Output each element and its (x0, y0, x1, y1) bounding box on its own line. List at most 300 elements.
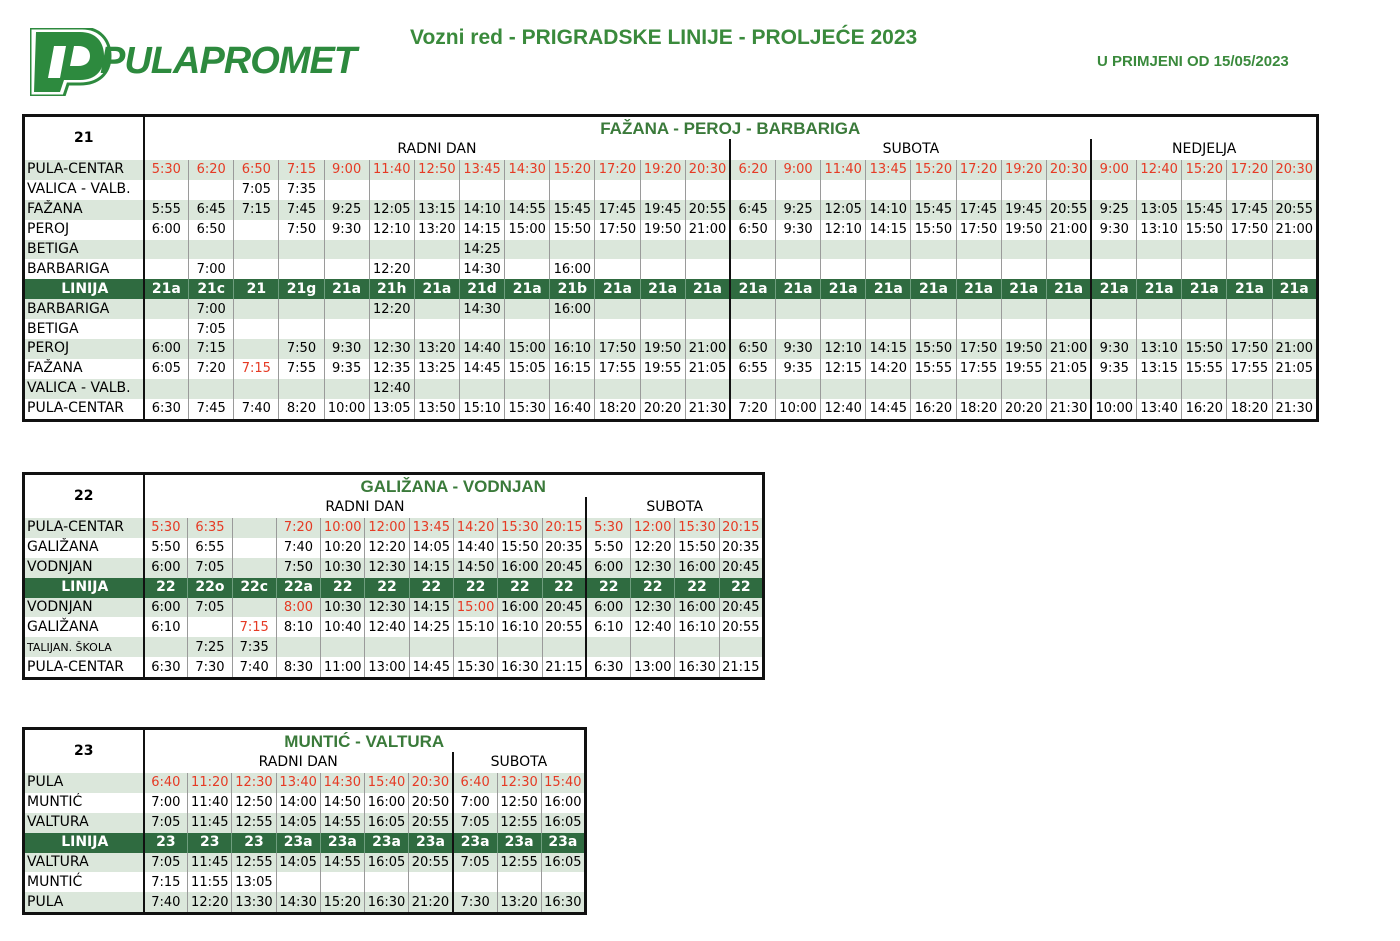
departure-time (189, 180, 234, 200)
stop-name: MUNTIĆ (24, 872, 144, 892)
departure-time (505, 379, 550, 399)
departure-time: 9:25 (775, 200, 820, 220)
departure-time (279, 259, 324, 279)
departure-time: 17:50 (1227, 339, 1272, 359)
departure-time: 15:30 (675, 518, 719, 538)
stop-row (24, 518, 764, 538)
line-variant: 22 (321, 578, 365, 598)
departure-time (505, 299, 550, 319)
departure-time: 15:30 (453, 657, 497, 678)
departure-time: 20:45 (542, 598, 586, 618)
departure-time: 9:30 (324, 339, 369, 359)
departure-time: 12:30 (497, 773, 541, 793)
departure-time: 12:20 (188, 892, 232, 913)
departure-time: 7:45 (279, 200, 324, 220)
departure-time: 6:00 (586, 598, 630, 618)
departure-time: 12:30 (631, 558, 675, 578)
departure-time (320, 872, 364, 892)
line-variant: 21a (1137, 279, 1182, 299)
departure-time: 18:20 (1227, 399, 1272, 420)
departure-time: 7:15 (234, 200, 279, 220)
departure-time (821, 299, 866, 319)
departure-time: 20:55 (409, 813, 453, 833)
departure-time: 19:20 (1001, 160, 1046, 180)
departure-time (640, 240, 685, 260)
stop-name: PULA-CENTAR (24, 518, 144, 538)
departure-time (144, 180, 189, 200)
departure-time: 16:10 (498, 617, 542, 637)
departure-time: 7:40 (232, 657, 276, 678)
departure-time: 6:20 (189, 160, 234, 180)
departure-time (866, 379, 911, 399)
departure-time: 9:00 (775, 160, 820, 180)
line-variant: 22 (365, 578, 409, 598)
departure-time: 7:15 (234, 359, 279, 379)
departure-time: 20:45 (542, 558, 586, 578)
departure-time: 15:20 (320, 892, 364, 913)
departure-time (234, 319, 279, 339)
departure-time (1001, 299, 1046, 319)
departure-time (1227, 319, 1272, 339)
departure-time: 14:15 (409, 598, 453, 618)
departure-time: 20:20 (1001, 399, 1046, 420)
departure-time: 20:55 (409, 853, 453, 873)
departure-time: 7:50 (279, 339, 324, 359)
departure-time: 7:25 (188, 637, 232, 657)
departure-time: 7:40 (276, 538, 320, 558)
departure-time: 17:45 (956, 200, 1001, 220)
line-label: LINIJA (24, 833, 144, 853)
departure-time (911, 379, 956, 399)
stop-name: VALICA - VALB. (24, 180, 144, 200)
stop-row (24, 259, 1318, 279)
stop-row (24, 813, 586, 833)
line-variant: 21a (324, 279, 369, 299)
line-variant: 22 (498, 578, 542, 598)
departure-time (550, 379, 595, 399)
departure-time: 16:05 (541, 813, 585, 833)
departure-time: 21:00 (1046, 339, 1091, 359)
departure-time: 12:40 (365, 617, 409, 637)
departure-time: 12:50 (414, 160, 459, 180)
departure-time (866, 319, 911, 339)
departure-time: 21:05 (1272, 359, 1317, 379)
departure-time: 20:45 (719, 558, 763, 578)
departure-time: 5:30 (144, 160, 189, 180)
departure-time: 8:30 (276, 657, 320, 678)
departure-time: 10:00 (1091, 399, 1136, 420)
departure-time (324, 240, 369, 260)
departure-time: 17:20 (595, 160, 640, 180)
departure-time (911, 319, 956, 339)
departure-time: 16:05 (364, 813, 408, 833)
departure-time (1137, 299, 1182, 319)
departure-time (1272, 299, 1317, 319)
departure-time (730, 259, 775, 279)
departure-time: 12:55 (497, 853, 541, 873)
departure-time: 6:50 (730, 339, 775, 359)
departure-time (1272, 319, 1317, 339)
departure-time: 17:20 (1227, 160, 1272, 180)
departure-time: 7:05 (144, 853, 188, 873)
departure-time (1137, 379, 1182, 399)
departure-time: 7:50 (279, 220, 324, 240)
departure-time (189, 379, 234, 399)
departure-time (324, 299, 369, 319)
departure-time (189, 240, 234, 260)
departure-time: 20:30 (1272, 160, 1317, 180)
departure-time: 20:50 (409, 793, 453, 813)
departure-time: 21:30 (1046, 399, 1091, 420)
departure-time: 5:30 (586, 518, 630, 538)
departure-time: 13:05 (1137, 200, 1182, 220)
departure-time (956, 240, 1001, 260)
departure-time (595, 319, 640, 339)
departure-time: 19:50 (640, 339, 685, 359)
departure-time: 16:30 (541, 892, 585, 913)
departure-time: 9:25 (324, 200, 369, 220)
departure-time: 12:55 (232, 813, 276, 833)
line-variant: 21a (730, 279, 775, 299)
departure-time: 19:50 (1001, 220, 1046, 240)
departure-time: 20:35 (542, 538, 586, 558)
departure-time (866, 299, 911, 319)
departure-time: 16:20 (911, 399, 956, 420)
departure-time: 20:55 (719, 617, 763, 637)
stop-row (24, 892, 586, 913)
stop-row (24, 637, 764, 657)
departure-time: 16:10 (550, 339, 595, 359)
departure-time (956, 319, 1001, 339)
departure-time (453, 637, 497, 657)
departure-time: 20:15 (719, 518, 763, 538)
departure-time: 12:10 (821, 220, 866, 240)
line-variant: 21a (1272, 279, 1317, 299)
departure-time: 13:00 (631, 657, 675, 678)
departure-time (1227, 379, 1272, 399)
departure-time: 14:20 (866, 359, 911, 379)
departure-time: 15:00 (453, 598, 497, 618)
departure-time: 15:10 (453, 617, 497, 637)
departure-time: 14:30 (505, 160, 550, 180)
line-variant: 23a (409, 833, 453, 853)
departure-time: 7:05 (234, 180, 279, 200)
departure-time (1182, 240, 1227, 260)
departure-time: 20:35 (719, 538, 763, 558)
route-title: FAŽANA - PEROJ - BARBARIGA (144, 116, 1318, 140)
departure-time (1272, 379, 1317, 399)
departure-time: 15:55 (911, 359, 956, 379)
departure-time: 11:45 (188, 853, 232, 873)
stop-row (24, 379, 1318, 399)
departure-time: 17:20 (956, 160, 1001, 180)
departure-time: 15:45 (1182, 200, 1227, 220)
departure-time: 14:30 (459, 259, 504, 279)
departure-time (685, 180, 730, 200)
departure-time (640, 180, 685, 200)
day-label: SUBOTA (730, 139, 1091, 160)
departure-time: 15:50 (1182, 220, 1227, 240)
departure-time (730, 299, 775, 319)
departure-time: 15:50 (911, 220, 956, 240)
departure-time (730, 180, 775, 200)
departure-time: 6:00 (144, 220, 189, 240)
departure-time: 5:50 (144, 538, 188, 558)
departure-time (1091, 379, 1136, 399)
departure-time: 18:20 (956, 399, 1001, 420)
departure-time (1091, 259, 1136, 279)
departure-time: 16:00 (498, 598, 542, 618)
stop-name: BARBARIGA (24, 299, 144, 319)
departure-time: 15:55 (1182, 359, 1227, 379)
line-variant-row (24, 833, 586, 853)
departure-time: 15:05 (505, 359, 550, 379)
departure-time: 20:20 (640, 399, 685, 420)
departure-time: 17:55 (956, 359, 1001, 379)
day-label: SUBOTA (453, 752, 586, 773)
departure-time: 12:10 (821, 339, 866, 359)
departure-time: 14:30 (459, 299, 504, 319)
departure-time: 12:30 (232, 773, 276, 793)
line-variant: 23a (320, 833, 364, 853)
departure-time (232, 538, 276, 558)
departure-time (685, 299, 730, 319)
line-variant: 22 (631, 578, 675, 598)
departure-time: 9:00 (1091, 160, 1136, 180)
departure-time: 16:00 (675, 598, 719, 618)
departure-time (498, 637, 542, 657)
line-number-badge: 22 (24, 474, 144, 519)
departure-time: 7:45 (189, 399, 234, 420)
line-variant: 21c (189, 279, 234, 299)
departure-time: 17:55 (595, 359, 640, 379)
departure-time (232, 598, 276, 618)
departure-time: 8:10 (276, 617, 320, 637)
departure-time (595, 379, 640, 399)
departure-time (276, 637, 320, 657)
stop-name: FAŽANA (24, 359, 144, 379)
departure-time (595, 180, 640, 200)
departure-time: 7:15 (189, 339, 234, 359)
departure-time: 12:50 (232, 793, 276, 813)
departure-time: 16:00 (550, 259, 595, 279)
departure-time: 14:50 (320, 793, 364, 813)
departure-time: 9:30 (1091, 339, 1136, 359)
departure-time (1182, 379, 1227, 399)
departure-time: 6:50 (189, 220, 234, 240)
departure-time: 20:30 (685, 160, 730, 180)
departure-time: 12:40 (631, 617, 675, 637)
departure-time (505, 180, 550, 200)
departure-time: 17:50 (1227, 220, 1272, 240)
departure-time (550, 240, 595, 260)
departure-time (409, 637, 453, 657)
departure-time: 20:30 (1046, 160, 1091, 180)
stop-row (24, 598, 764, 618)
departure-time (365, 637, 409, 657)
departure-time (414, 379, 459, 399)
departure-time: 13:30 (232, 892, 276, 913)
stop-row (24, 399, 1318, 420)
departure-time: 12:15 (821, 359, 866, 379)
departure-time: 9:30 (775, 339, 820, 359)
departure-time: 7:05 (189, 319, 234, 339)
departure-time: 14:25 (409, 617, 453, 637)
departure-time: 12:20 (369, 259, 414, 279)
departure-time: 8:00 (276, 598, 320, 618)
departure-time: 9:25 (1091, 200, 1136, 220)
departure-time: 12:30 (365, 598, 409, 618)
departure-time: 13:10 (1137, 220, 1182, 240)
stop-row (24, 359, 1318, 379)
departure-time (324, 319, 369, 339)
departure-time (550, 180, 595, 200)
route-title: GALIŽANA - VODNJAN (144, 474, 764, 498)
departure-time: 14:30 (276, 892, 320, 913)
departure-time: 14:45 (459, 359, 504, 379)
departure-time: 17:50 (595, 220, 640, 240)
line-variant: 21a (1001, 279, 1046, 299)
stop-name: BARBARIGA (24, 259, 144, 279)
timetable-line-21 (22, 114, 1319, 422)
departure-time: 9:00 (324, 160, 369, 180)
departure-time: 16:15 (550, 359, 595, 379)
departure-time: 6:30 (144, 399, 189, 420)
departure-time: 12:30 (365, 558, 409, 578)
departure-time: 7:00 (189, 299, 234, 319)
departure-time (1227, 259, 1272, 279)
departure-time: 17:45 (595, 200, 640, 220)
departure-time (675, 637, 719, 657)
departure-time: 7:15 (279, 160, 324, 180)
departure-time: 6:20 (730, 160, 775, 180)
departure-time: 16:00 (550, 299, 595, 319)
departure-time: 7:50 (276, 558, 320, 578)
stop-row (24, 558, 764, 578)
departure-time (775, 299, 820, 319)
departure-time (234, 299, 279, 319)
departure-time (144, 379, 189, 399)
stop-row (24, 319, 1318, 339)
departure-time: 11:00 (321, 657, 365, 678)
stop-name: PEROJ (24, 339, 144, 359)
departure-time (640, 259, 685, 279)
departure-time: 6:10 (144, 617, 188, 637)
line-variant: 22 (144, 578, 188, 598)
departure-time: 21:05 (1046, 359, 1091, 379)
line-variant: 23a (541, 833, 585, 853)
departure-time: 15:45 (550, 200, 595, 220)
departure-time: 16:30 (364, 892, 408, 913)
stop-row (24, 180, 1318, 200)
stop-name: VODNJAN (24, 598, 144, 618)
line-variant: 22 (675, 578, 719, 598)
departure-time (321, 637, 365, 657)
departure-time: 18:20 (595, 399, 640, 420)
departure-time: 16:20 (1182, 399, 1227, 420)
departure-time (1272, 259, 1317, 279)
departure-time (1227, 299, 1272, 319)
departure-time: 8:20 (279, 399, 324, 420)
departure-time: 14:40 (459, 339, 504, 359)
departure-time: 16:05 (541, 853, 585, 873)
departure-time (1001, 259, 1046, 279)
departure-time: 9:30 (1091, 220, 1136, 240)
departure-time: 21:15 (542, 657, 586, 678)
departure-time (144, 299, 189, 319)
departure-time: 6:00 (586, 558, 630, 578)
departure-time (279, 319, 324, 339)
departure-time (631, 637, 675, 657)
departure-time: 20:55 (542, 617, 586, 637)
departure-time: 13:45 (866, 160, 911, 180)
line-variant: 22a (276, 578, 320, 598)
stop-name: PULA-CENTAR (24, 657, 144, 678)
departure-time: 6:00 (144, 558, 188, 578)
departure-time (1227, 240, 1272, 260)
departure-time: 12:40 (821, 399, 866, 420)
departure-time: 10:30 (321, 598, 365, 618)
stop-row (24, 853, 586, 873)
departure-time: 7:05 (144, 813, 188, 833)
departure-time (1046, 319, 1091, 339)
departure-time: 6:00 (144, 598, 188, 618)
departure-time: 16:00 (675, 558, 719, 578)
departure-time: 7:20 (189, 359, 234, 379)
departure-time: 11:40 (188, 793, 232, 813)
stop-name: MUNTIĆ (24, 793, 144, 813)
line-label: LINIJA (24, 279, 144, 299)
stop-row (24, 793, 586, 813)
line-variant: 23 (144, 833, 188, 853)
departure-time: 13:50 (414, 399, 459, 420)
departure-time: 10:20 (321, 538, 365, 558)
departure-time: 20:55 (1272, 200, 1317, 220)
departure-time (1182, 259, 1227, 279)
departure-time: 17:50 (956, 339, 1001, 359)
line-variant: 21a (775, 279, 820, 299)
departure-time (685, 240, 730, 260)
departure-time: 14:15 (866, 220, 911, 240)
departure-time: 9:30 (775, 220, 820, 240)
departure-time (1182, 180, 1227, 200)
departure-time: 14:45 (409, 657, 453, 678)
departure-time (234, 240, 279, 260)
departure-time: 12:40 (369, 379, 414, 399)
day-label: SUBOTA (586, 497, 763, 518)
line-variant: 23 (232, 833, 276, 853)
departure-time: 5:55 (144, 200, 189, 220)
stop-name: GALIŽANA (24, 538, 144, 558)
line-variant: 21b (550, 279, 595, 299)
departure-time: 6:35 (188, 518, 232, 538)
departure-time (911, 259, 956, 279)
line-variant: 21a (911, 279, 956, 299)
departure-time: 16:00 (541, 793, 585, 813)
departure-time (775, 319, 820, 339)
departure-time: 13:05 (369, 399, 414, 420)
departure-time (369, 240, 414, 260)
line-variant: 22o (188, 578, 232, 598)
day-label: RADNI DAN (144, 497, 587, 518)
departure-time: 6:55 (188, 538, 232, 558)
timetable-line-23 (22, 727, 587, 915)
departure-time: 13:20 (497, 892, 541, 913)
departure-time: 13:10 (1137, 339, 1182, 359)
departure-time (685, 379, 730, 399)
line-variant: 22 (453, 578, 497, 598)
departure-time: 9:35 (324, 359, 369, 379)
